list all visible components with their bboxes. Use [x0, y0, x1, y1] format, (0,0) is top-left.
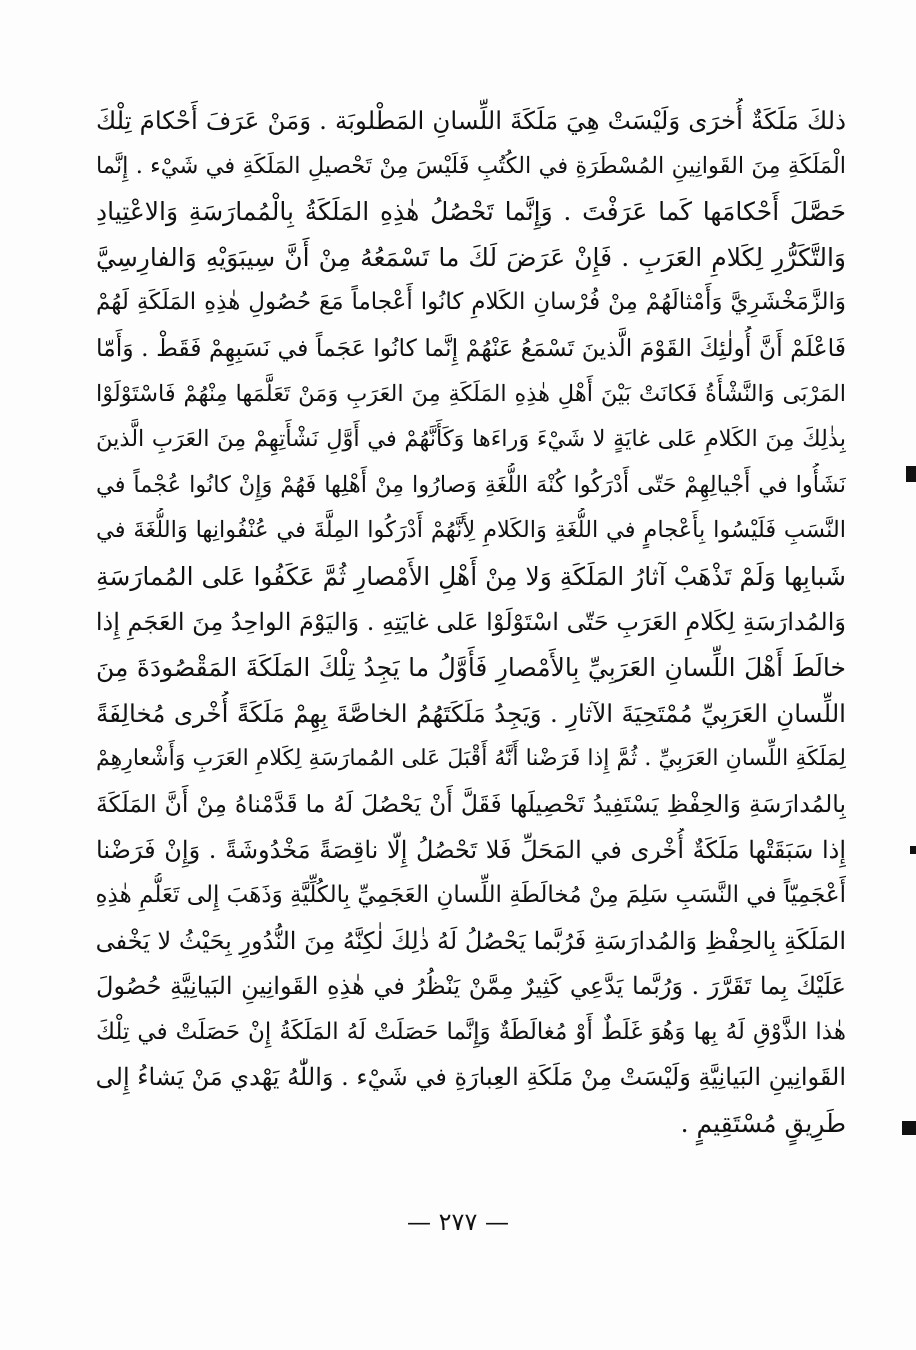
- text-line-7: المَرْبَى وَالنَّشْأَةُ فَكانَتْ بَيْنَ أَهْلِ هٰذِهِ المَلَكَةِ مِنَ العَرَبِ وَمَنْ تَعَلَّمَها مِنْهُمْ فَاسْتَوْلَوْا: [96, 380, 846, 407]
- text-line-19: المَلَكَةِ بِالحِفْظِ وَالمُدارَسَةِ فَرُبَّما يَحْصُلُ لَهُ ذٰلِكَ لٰكِنَّهُ مِنَ النُّدُورِ بِحَيْثُ لا يَخْفى: [96, 926, 846, 955]
- text-line-12: وَالمُدارَسَةِ لِكَلامِ العَرَبِ حَتّى اسْتَوْلَوْا عَلى غايَتِهِ . وَاليَوْمَ الواحِدُ مِنَ العَجَمِ إِذا: [96, 607, 846, 636]
- text-line-18: أَعْجَمِيّاً في النَّسَبِ سَلِمَ مِنْ مُخالَطَةِ اللِّسانِ العَجَمِيِّ بِالكُلِّيَّةِ وَذَهَبَ إِلى تَعَلُّمِ هٰذِهِ: [96, 882, 846, 909]
- text-line-2: الْمَلَكَةِ مِنَ القَوانِينِ المُسْطَرَةِ في الكُتُبِ فَلَيْسَ مِنْ تَحْصيلِ المَلَكَةِ في شَيْء . إِنَّما: [96, 152, 846, 179]
- text-line-21: هٰذا الذَّوْقِ لَهُ بِها وَهُوَ غَلَطٌ أَوْ مُغالَطَةٌ وَإِنَّما حَصَلَتْ لَهُ المَلَكَةُ إِنْ حَصَلَتْ في تِلْكَ: [96, 1018, 846, 1045]
- text-line-8: بِذٰلِكَ مِنَ الكَلامِ عَلى غايَةٍ لا شَيْءَ وَراءَها وَكَأَنَّهُمْ في أَوَّلِ نَشْأَتِهِمْ مِنَ العَرَبِ الَّذينَ: [96, 426, 846, 453]
- text-line-22: القَوانِينِ البَيانِيَّةِ وَلَيْسَتْ مِنْ مَلَكَةِ العِبارَةِ في شَيْء . وَاللّٰهُ يَهْدي مَنْ يَشاءُ إِلى: [96, 1063, 846, 1092]
- scan-edge-mark: [902, 1121, 916, 1135]
- text-line-20: عَلَيْكَ بِما تَقَرَّرَ . وَرُبَّما يَدَّعِي كَثِيرٌ مِمَّنْ يَنْظُرُ في هٰذِهِ القَوانِينِ البَيانِيَّةِ حُصُولَ: [96, 972, 846, 1001]
- text-line-14: اللِّسانِ العَرَبِيِّ مُمْتَحِيَةَ الآثارِ . وَيَجِدُ مَلَكَتَهُمُ الخاصَّةَ بِهِمْ مَلَكَةً أُخْرى مُخالِفَةً: [96, 698, 846, 728]
- text-line-13: خالَطَ أَهْلَ اللِّسانِ العَرَبِيِّ بِالأَمْصارِ فَأَوَّلُ ما يَجِدُ تِلْكَ المَلَكَةَ المَقْصُودَةَ مِنَ: [96, 653, 846, 683]
- text-line-9: نَشَأُوا في أَجْيالِهِمْ حَتّى أَدْرَكُوا كُنْهَ اللُّغَةِ وَصارُوا مِنْ أَهْلِها فَهُمْ وَإِنْ كانُوا عُجْماً في: [96, 471, 846, 498]
- text-line-17: إِذا سَبَقَتْها مَلَكَةٌ أُخْرى في المَحَلِّ فَلا تَحْصُلُ إِلّا ناقِصَةً مَخْدُوشَةً . وَإِنْ فَرَضْنا: [96, 835, 846, 864]
- page-number: — ٢٧٧ —: [407, 1208, 509, 1236]
- text-line-3: حَصَّلَ أَحْكامَها كَما عَرَفْتَ . وَإِنَّما تَحْصُلُ هٰذِهِ المَلَكَةُ بِالْمُمارَسَةِ وَالاعْتِيادِ: [96, 197, 846, 227]
- text-line-4: وَالتَّكَرُّرِ لِكَلامِ العَرَبِ . فَإِنْ عَرَضَ لَكَ ما تَسْمَعُهُ مِنْ أَنَّ سِيبَوَيْهِ وَالفارِسِيَّ: [96, 242, 846, 272]
- scan-edge-mark: [906, 466, 916, 482]
- scan-edge-mark: [910, 846, 916, 854]
- text-line-5: وَالزَّمَخْشَرِيَّ وَأَمْثالَهُمْ مِنْ فُرْسانِ الكَلامِ كانُوا أَعْجاماً مَعَ حُصُولِ هٰذِهِ المَلَكَةِ لَهُمْ: [96, 289, 846, 316]
- text-line-10: النَّسَبِ فَلَيْسُوا بِأَعْجامٍ في اللُّغَةِ وَالكَلامِ لِأَنَّهُمْ أَدْرَكُوا المِلَّةَ في عُنْفُوانِها وَاللُّغَةَ في: [96, 517, 846, 544]
- text-line-1: ذلكَ مَلَكَةٌ أُخرَى وَلَيْسَتْ هِيَ مَلَكَةَ اللِّسانِ المَطْلوبَة . وَمَنْ عَرَفَ أَحْكامَ تِلْكَ: [96, 106, 846, 135]
- text-line-23: طَرِيقٍ مُسْتَقِيمٍ .: [680, 1109, 846, 1139]
- text-line-6: فَاعْلَمْ أَنَّ أُولٰئِكَ القَوْمَ الَّذينَ تَسْمَعُ عَنْهُمْ إِنَّما كانُوا عَجَماً في نَسَبِهِمْ فَقَطْ . وَأَمّا: [96, 333, 846, 362]
- text-line-15: لِمَلَكَةِ اللِّسانِ العَرَبِيِّ . ثُمَّ إِذا فَرَضْنا أَنَّهُ أَقْبَلَ عَلى المُمارَسَةِ لِكَلامِ العَرَبِ وَأَشْعارِهِمْ: [96, 746, 846, 772]
- page-text: [96, 98, 846, 1147]
- text-line-11: شَبابِها وَلَمْ تَذْهَبْ آثارُ المَلَكَةِ وَلا مِنْ أَهْلِ الأَمْصارِ ثُمَّ عَكَفُوا عَلى المُمارَسَةِ: [96, 561, 846, 591]
- text-line-16: بِالمُدارَسَةِ وَالحِفْظِ يَسْتَفِيدُ تَحْصِيلَها فَقَلَّ أَنْ يَحْصُلَ لَهُ ما قَدَّمْناهُ مِنْ أَنَّ المَلَكَةَ: [96, 789, 846, 818]
